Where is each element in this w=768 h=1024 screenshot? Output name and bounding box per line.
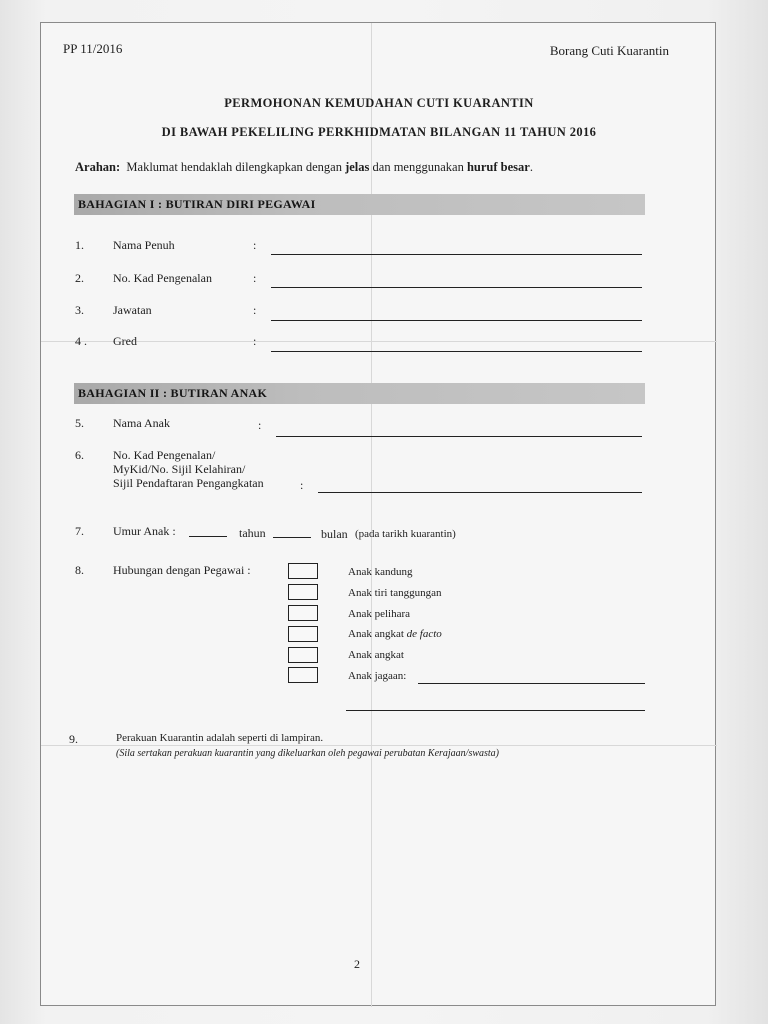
grade-input-line[interactable] [271,351,642,352]
field5-colon: : [258,418,262,432]
form-title-line1: PERMOHONAN KEMUDAHAN CUTI KUARANTIN [224,96,534,110]
field6-label-line1: No. Kad Pengenalan/ [113,448,216,462]
child-name-input-line[interactable] [276,436,642,437]
field8-number: 8. [75,563,84,577]
field9-note: (Sila sertakan perakuan kuarantin yang dikeluarkan oleh pegawai perubatan Kerajaan/swasta) [116,748,500,759]
field2-number: 2. [75,271,84,285]
form-title-line2: DI BAWAH PEKELILING PERKHIDMATAN BILANGAN 11 TAHUN 2016 [161,125,597,139]
option-step-label: Anak tiri tanggungan [348,587,442,599]
form-page [40,22,716,1006]
field7-months-label: bulan [321,527,348,541]
field1-colon: : [253,238,257,252]
field4-colon: : [253,334,257,348]
child-age-months-input-line[interactable] [273,537,311,538]
form-name: Borang Cuti Kuarantin [549,43,669,58]
option-defacto-suffix: de facto [406,628,442,640]
field2-colon: : [253,271,257,285]
reference-code: PP 11/2016 [63,41,123,56]
field7-note: (pada tarikh kuarantin) [355,528,456,540]
child-id-input-line[interactable] [318,492,642,493]
field2-label: No. Kad Pengenalan [113,271,212,285]
instruction-text-b: dan menggunakan [372,160,464,174]
field6-number: 6. [75,448,84,462]
page-number: 2 [354,957,360,971]
instruction-end: . [529,160,533,174]
field3-label: Jawatan [113,303,152,317]
field4-number: 4 . [75,334,87,348]
show-through-line [41,745,717,746]
instruction [75,160,533,175]
field6-label-line2: MyKid/No. Sijil Kelahiran/ [113,462,246,476]
position-input-line[interactable] [271,320,642,321]
field1-number: 1. [75,238,84,252]
field3-number: 3. [75,303,84,317]
field3-colon: : [253,303,257,317]
relationship-checkbox-ward[interactable] [288,667,318,683]
field6-label-line3: Sijil Pendaftaran Pengangkatan [113,476,264,490]
option-adopted-label: Anak angkat [348,649,404,661]
instruction-bold-b: huruf besar [466,160,530,174]
relationship-checkbox-biological[interactable] [288,563,318,579]
field9-number: 9. [69,732,78,746]
field7-years-label: tahun [239,526,266,540]
relationship-checkbox-foster[interactable] [288,605,318,621]
full-name-input-line[interactable] [271,254,642,255]
field4-label: Gred [113,334,137,348]
option-biological-label: Anak kandung [348,566,413,578]
field6-colon: : [300,478,304,492]
instruction-label: Arahan: [75,160,121,174]
relationship-checkbox-adopted[interactable] [288,647,318,663]
field9-text: Perakuan Kuarantin adalah seperti di lampiran. [116,732,324,744]
relationship-checkbox-defacto[interactable] [288,626,318,642]
field7-number: 7. [75,524,84,538]
option-foster-label: Anak pelihara [348,608,410,620]
relationship-checkbox-step[interactable] [288,584,318,600]
child-age-years-input-line[interactable] [189,536,227,537]
field8-label: Hubungan dengan Pegawai : [113,563,251,577]
field1-label: Nama Penuh [113,238,175,252]
field7-label: Umur Anak : [113,524,176,538]
show-through-line [41,341,717,342]
ic-number-input-line[interactable] [271,287,642,288]
field5-number: 5. [75,416,84,430]
section1-heading: BAHAGIAN I : BUTIRAN DIRI PEGAWAI [74,194,645,215]
option-ward-label: Anak jagaan: [348,670,407,682]
option-defacto-label: Anak angkat [348,628,407,640]
instruction-text-a: Maklumat hendaklah dilengkapkan dengan [126,160,342,174]
instruction-bold-a: jelas [345,160,370,174]
ward-detail-input-line[interactable] [418,683,645,684]
ward-detail-input-line-2[interactable] [346,710,645,711]
option-defacto [348,628,442,640]
section2-heading: BAHAGIAN II : BUTIRAN ANAK [74,383,645,404]
field5-label: Nama Anak [113,416,170,430]
